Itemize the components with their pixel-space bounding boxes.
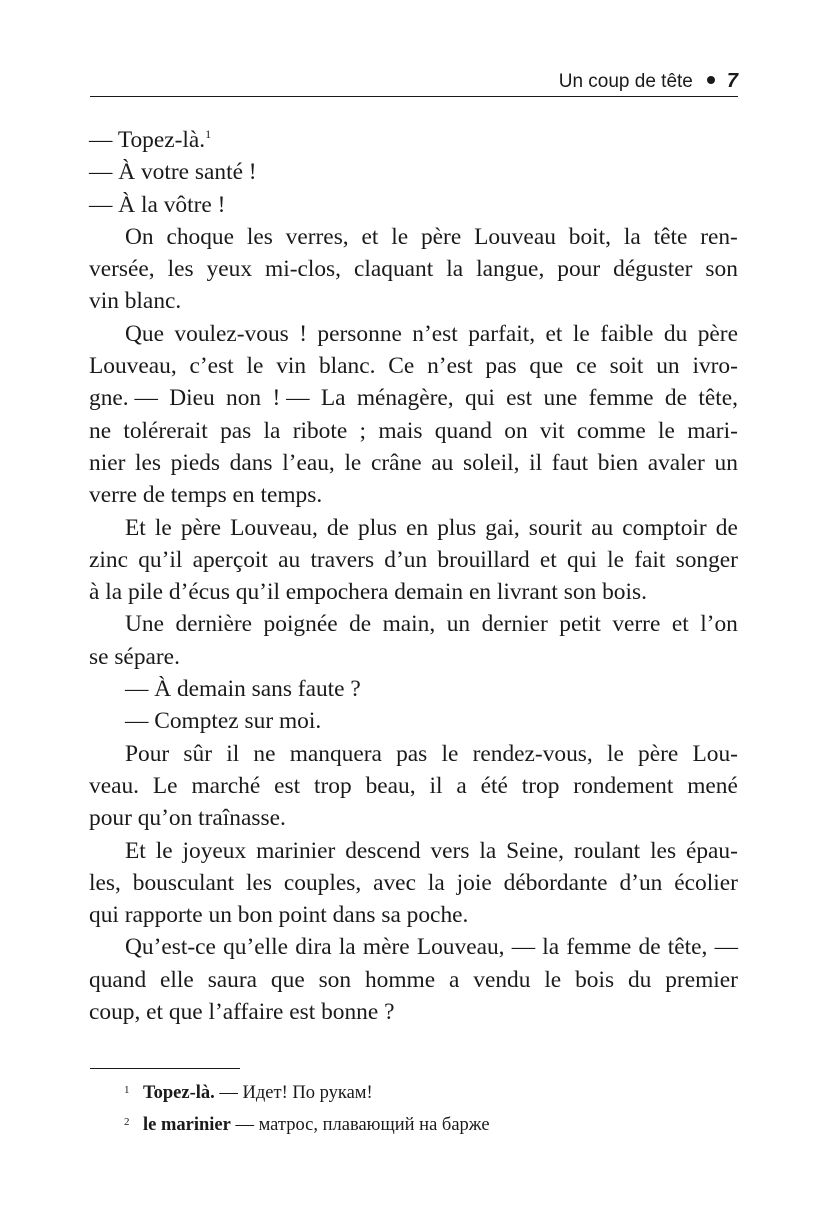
word: le [572,320,590,347]
word: Louveau [474,223,556,250]
word: nier [89,449,126,476]
text-line [89,835,738,867]
word: tête, [698,385,738,412]
word: Pour [125,740,170,767]
word: rendez-vous, [472,740,593,767]
word: les, [89,869,121,896]
word: ce [576,353,597,380]
word: — [714,934,738,961]
bullet-dot-icon [707,76,715,84]
text-line [89,447,738,479]
word: avec [373,869,416,896]
word: femme [566,934,632,961]
word: marché [191,772,261,799]
word: premier [665,966,738,993]
footnote [124,1108,490,1140]
word: marinier [256,837,336,864]
word: ; [359,417,367,444]
text-line [89,641,738,673]
word: c’est [189,353,234,380]
word: la [263,417,281,444]
word: au [431,449,454,476]
word: la [446,256,464,283]
word: n’est [412,320,458,347]
word: brouillard [437,546,530,573]
word: le [607,546,624,573]
line-text: — À la vôtre ! [89,191,226,218]
word: aperçoit [192,546,268,573]
line-text: verre de temps en temps. [89,482,323,509]
text-line [89,124,738,156]
word: bois [575,966,615,993]
line-text: pour qu’on traînasse. [89,805,286,832]
word: faible [600,320,654,347]
text-line [89,350,738,382]
word: Louveau, [230,514,318,541]
word: a [456,772,467,799]
word: mi-clos, [265,256,342,283]
word: d’un [384,546,428,573]
word: roulant [573,837,641,864]
word: songer [675,546,738,573]
word: il [529,449,543,476]
word: le [441,740,459,767]
word: de [664,385,687,412]
word: plus [358,514,398,541]
word: la [623,223,641,250]
word: la [542,934,560,961]
footnote-term: le marinier [143,1115,231,1135]
word: tête [653,223,688,250]
word: homme [364,966,436,993]
text-line [89,996,738,1028]
word: au [591,514,614,541]
word: verres, [285,223,349,250]
word: est [506,385,533,412]
line-text: — À votre santé ! [89,159,257,186]
word: La [320,385,346,412]
word: le [658,417,675,444]
word: d’un [619,869,663,896]
word: qui [566,546,597,573]
word: dernière [175,611,253,638]
word: rondement [573,772,674,799]
word: beau, [365,772,416,799]
word: mère [362,934,410,961]
word: l’on [700,611,738,638]
word: Louveau, [89,353,177,380]
word: le [246,353,264,380]
line-text: qui rapporte un bon point dans sa poche. [89,902,469,929]
word: de [638,934,661,961]
text-line [89,479,738,511]
word: père [420,223,462,250]
line-text: — Comptez sur moi. [125,708,322,735]
word: ribote [292,417,348,444]
word: femme [588,385,654,412]
word: plus [437,514,477,541]
word: la [479,837,497,864]
word: et [545,320,563,347]
word: et [539,546,557,573]
word: poignée [263,611,338,638]
word: que [529,353,564,380]
footnote-text: — Идет! По рукам! [214,1083,373,1103]
text-line [89,253,738,285]
word: trop [521,772,560,799]
word: il [429,772,443,799]
text-line [89,156,738,188]
word: pas [396,740,428,767]
text-line [89,738,738,770]
running-title: Un coup de tête [558,71,693,92]
word: gai, [485,514,520,541]
word: sûr [183,740,212,767]
word: claquant [354,256,434,283]
word: les [246,869,272,896]
word: veau. [89,772,140,799]
word: de [349,611,372,638]
word: zinc [89,546,128,573]
word: joyeux [182,837,247,864]
word: soleil, [462,449,520,476]
text-line [89,673,738,705]
word: ne [253,740,276,767]
word: en [406,514,429,541]
text-line [89,512,738,544]
word: tolérerait [123,417,208,444]
word: pieds [170,449,221,476]
word: pas [220,417,252,444]
word: les [167,256,194,283]
word: père [638,740,679,767]
text-line [89,705,738,737]
word: épau- [685,837,738,864]
word: elle [160,966,194,993]
footnote-term: Topez-là. [143,1083,215,1103]
footnote-number: 2 [124,1116,130,1128]
word: vit [539,417,565,444]
word: son [318,966,352,993]
word: — [511,934,536,961]
word: main, [382,611,436,638]
word: la [427,869,445,896]
word: dans [229,449,273,476]
line-text: coup, et que l’affaire est bonne ? [89,999,395,1026]
word: père [180,514,222,541]
word: et [361,223,379,250]
word: ménagère, [356,385,454,412]
word: le [606,740,624,767]
body-text [89,124,738,1028]
word: un [446,611,471,638]
text-line [89,608,738,640]
word: mari- [687,417,738,444]
running-header [90,66,738,97]
word: les [135,449,161,476]
word: manquera [289,740,382,767]
word: choque [166,223,234,250]
word: vers [430,837,470,864]
word: du [627,966,652,993]
text-line [89,770,738,802]
text-line [89,285,738,317]
word: l’eau, [282,449,335,476]
word: mais [378,417,423,444]
word: débordante [503,869,608,896]
word: été [480,772,508,799]
word: couples, [283,869,362,896]
word: trop [314,772,352,799]
word: Louveau, [416,934,505,961]
word: Le [152,772,178,799]
word: il [226,740,240,767]
word: crâne [370,449,422,476]
word: joie [456,869,492,896]
word: pour [557,256,601,283]
word: tête, [667,934,708,961]
word: ivro- [692,353,738,380]
word: personne [317,320,402,347]
word: comme [576,417,646,444]
word: une [543,385,578,412]
word: et [671,611,689,638]
word: gne. — [89,385,158,412]
word: Que [125,320,164,347]
word: au [278,546,301,573]
word: verre [612,611,661,638]
word: boit, [568,223,611,250]
word: écolier [674,869,738,896]
word: le [155,837,173,864]
word: père [697,320,738,347]
text-line [89,867,738,899]
text-line [89,544,738,576]
word: du [663,320,688,347]
line-text: se sépare. [89,643,180,670]
line-text: — Topez-là. [89,127,206,153]
word: versée, [89,256,155,283]
word: qui [464,385,495,412]
word: un [714,449,738,476]
word: le [344,449,362,476]
word: Ce [388,353,415,380]
text-line [89,802,738,834]
footnote [124,1076,490,1108]
word: bien [597,449,639,476]
word: un [656,353,680,380]
word: ne [89,417,112,444]
word: que [270,966,305,993]
word: le [391,223,409,250]
text-line [89,415,738,447]
word: les [650,837,677,864]
word: comptoir [622,514,707,541]
word: pas [485,353,517,380]
word: dernier [481,611,548,638]
word: on [504,417,528,444]
text-line [89,931,738,963]
word: est [274,772,301,799]
text-line [89,382,738,414]
page-number: 7 [726,70,738,92]
word: la [338,934,356,961]
word: blanc. [318,353,376,380]
header-inner [559,68,738,95]
word: déguster [613,256,693,283]
footnotes [124,1076,490,1140]
word: faut [551,449,589,476]
word: Dieu [169,385,215,412]
word: de [326,514,349,541]
line-text: à la pile d’écus qu’il empochera demain en livrant son bois. [89,579,647,606]
word: petit [559,611,601,638]
word: vin [276,353,307,380]
word: n’est [427,353,473,380]
word: qu’il [138,546,183,573]
word: On [125,223,154,250]
word: langue, [476,256,545,283]
footnote-ref: 1 [205,127,212,141]
word: descend [345,837,421,864]
word: Et [125,514,146,541]
text-line [89,964,738,996]
word: qu’elle [223,934,289,961]
footnote-number: 1 [124,1084,130,1096]
word: yeux [206,256,253,283]
word: saura [207,966,258,993]
word: Qu’est-ce [125,934,216,961]
word: vendu [473,966,531,993]
word: soit [609,353,644,380]
word: dira [295,934,332,961]
text-line [89,318,738,350]
word: mené [687,772,738,799]
word: ! — [272,385,310,412]
word: le [544,966,562,993]
word: ren- [700,223,738,250]
text-line [89,189,738,221]
word: le [154,514,172,541]
word: Une [125,611,164,638]
line-text: — À demain sans faute ? [125,676,361,703]
word: bousculant [132,869,235,896]
word: les [246,223,273,250]
word: non [226,385,262,412]
word: Lou- [692,740,738,767]
word: a [449,966,460,993]
word: avaler [647,449,705,476]
word: ! [299,320,307,347]
word: sourit [528,514,583,541]
word: voulez-vous [174,320,289,347]
text-line [89,221,738,253]
text-line [89,576,738,608]
word: parfait, [468,320,536,347]
word: travers [310,546,375,573]
word: son [705,256,738,283]
word: fait [634,546,666,573]
line-text: vin blanc. [89,288,182,315]
word: de [715,514,738,541]
footnote-rule [90,1068,240,1069]
word: Et [125,837,146,864]
footnote-text: — матрос, плавающий на барже [230,1115,490,1135]
word: quand [89,966,147,993]
word: Seine, [506,837,564,864]
word: quand [434,417,492,444]
text-line [89,899,738,931]
